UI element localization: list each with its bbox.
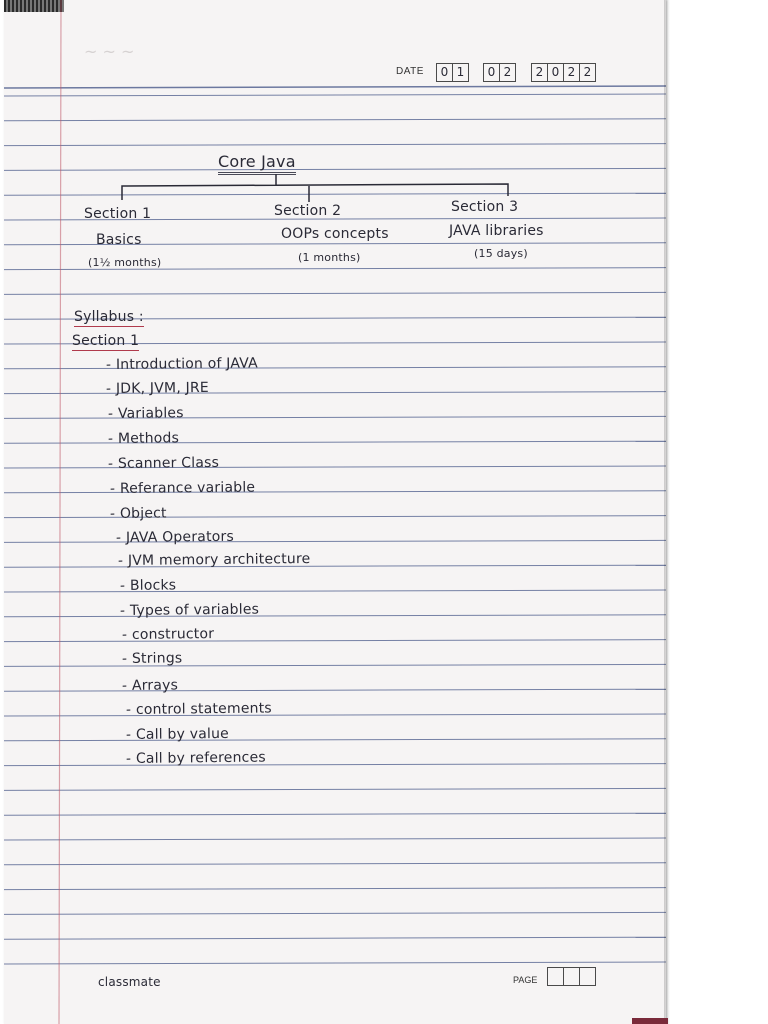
date-digit: 2 [564, 64, 580, 81]
date-digit: 0 [437, 64, 453, 81]
syllabus-item: - JVM memory architecture [117, 550, 311, 569]
ruled-line [4, 590, 666, 592]
section-1-topic: Basics [96, 232, 142, 248]
ruled-line [4, 516, 666, 518]
page-edge-shadow [664, 0, 670, 1024]
syllabus-item: - Referance variable [109, 479, 256, 497]
bleed-through-text: ~ ~ ~ [84, 42, 135, 61]
date-digit: 0 [484, 64, 500, 81]
page-number-cell [548, 968, 564, 985]
syllabus-item: - Scanner Class [107, 454, 220, 472]
ruled-line [4, 441, 666, 443]
ruled-line [4, 565, 666, 567]
ruled-line [4, 540, 666, 542]
section-2-heading: Section 2 [274, 203, 342, 219]
syllabus-item: - Arrays [121, 677, 179, 694]
ruled-line [4, 392, 666, 394]
brand-logo: classmate [98, 975, 161, 989]
section-3-topic: JAVA libraries [449, 223, 544, 239]
syllabus-heading: Syllabus : [74, 309, 144, 325]
date-digit: 2 [532, 64, 548, 81]
page-number-cell [580, 968, 595, 985]
section-1-heading: Section 1 [84, 206, 152, 222]
ruled-line [4, 416, 666, 418]
syllabus-item: - Call by value [125, 725, 230, 743]
syllabus-item: - Strings [121, 650, 183, 667]
section-2-topic: OOPs concepts [281, 226, 389, 242]
syllabus-item: - Introduction of JAVA [105, 355, 258, 373]
section-3-heading: Section 3 [451, 199, 519, 215]
ruled-line [4, 764, 666, 766]
page-number-cell [564, 968, 580, 985]
date-label: DATE [396, 66, 424, 77]
corner-mark [632, 1018, 668, 1024]
syllabus-item: - JDK, JVM, JRE [105, 379, 209, 397]
date-digit: 2 [503, 65, 512, 79]
ruled-line [4, 788, 666, 790]
ruled-line [4, 813, 666, 815]
notebook-page [4, 0, 666, 1024]
section-1-duration: (1½ months) [88, 256, 162, 269]
ruled-line [4, 640, 666, 642]
ruled-line [4, 863, 666, 865]
ruled-line [4, 689, 666, 691]
syllabus-section-heading: Section 1 [72, 333, 140, 349]
ruled-line [4, 739, 666, 741]
syllabus-item: - Call by references [125, 749, 266, 767]
page-title: Core Java [218, 152, 296, 175]
ruled-line [4, 838, 666, 840]
ruled-line [4, 714, 666, 716]
section-3-duration: (15 days) [474, 247, 528, 260]
syllabus-item: - Variables [107, 405, 184, 422]
date-digit: 2 [583, 65, 592, 79]
tree-branch-lines [122, 174, 508, 202]
ruled-line [4, 962, 666, 964]
syllabus-item: - constructor [121, 626, 215, 643]
ruled-line [4, 615, 666, 617]
syllabus-item: - JAVA Operators [115, 528, 235, 546]
page-label: PAGE [513, 975, 538, 985]
syllabus-item: - Object [109, 505, 167, 522]
page-number-box [547, 967, 596, 986]
ruled-line [4, 912, 666, 914]
syllabus-item: - control statements [125, 700, 272, 718]
date-digit: 1 [456, 65, 465, 79]
ruled-line [4, 664, 666, 666]
ruled-line [4, 491, 666, 493]
ruled-line [4, 937, 666, 939]
syllabus-item: - Methods [107, 430, 180, 447]
ruled-line [4, 367, 666, 369]
section-2-duration: (1 months) [298, 251, 361, 264]
ruled-line [4, 292, 666, 294]
syllabus-item: - Blocks [119, 577, 177, 594]
date-digit: 0 [548, 64, 564, 81]
ruled-line [4, 888, 666, 890]
ruled-line [4, 466, 666, 468]
syllabus-item: - Types of variables [119, 601, 260, 619]
